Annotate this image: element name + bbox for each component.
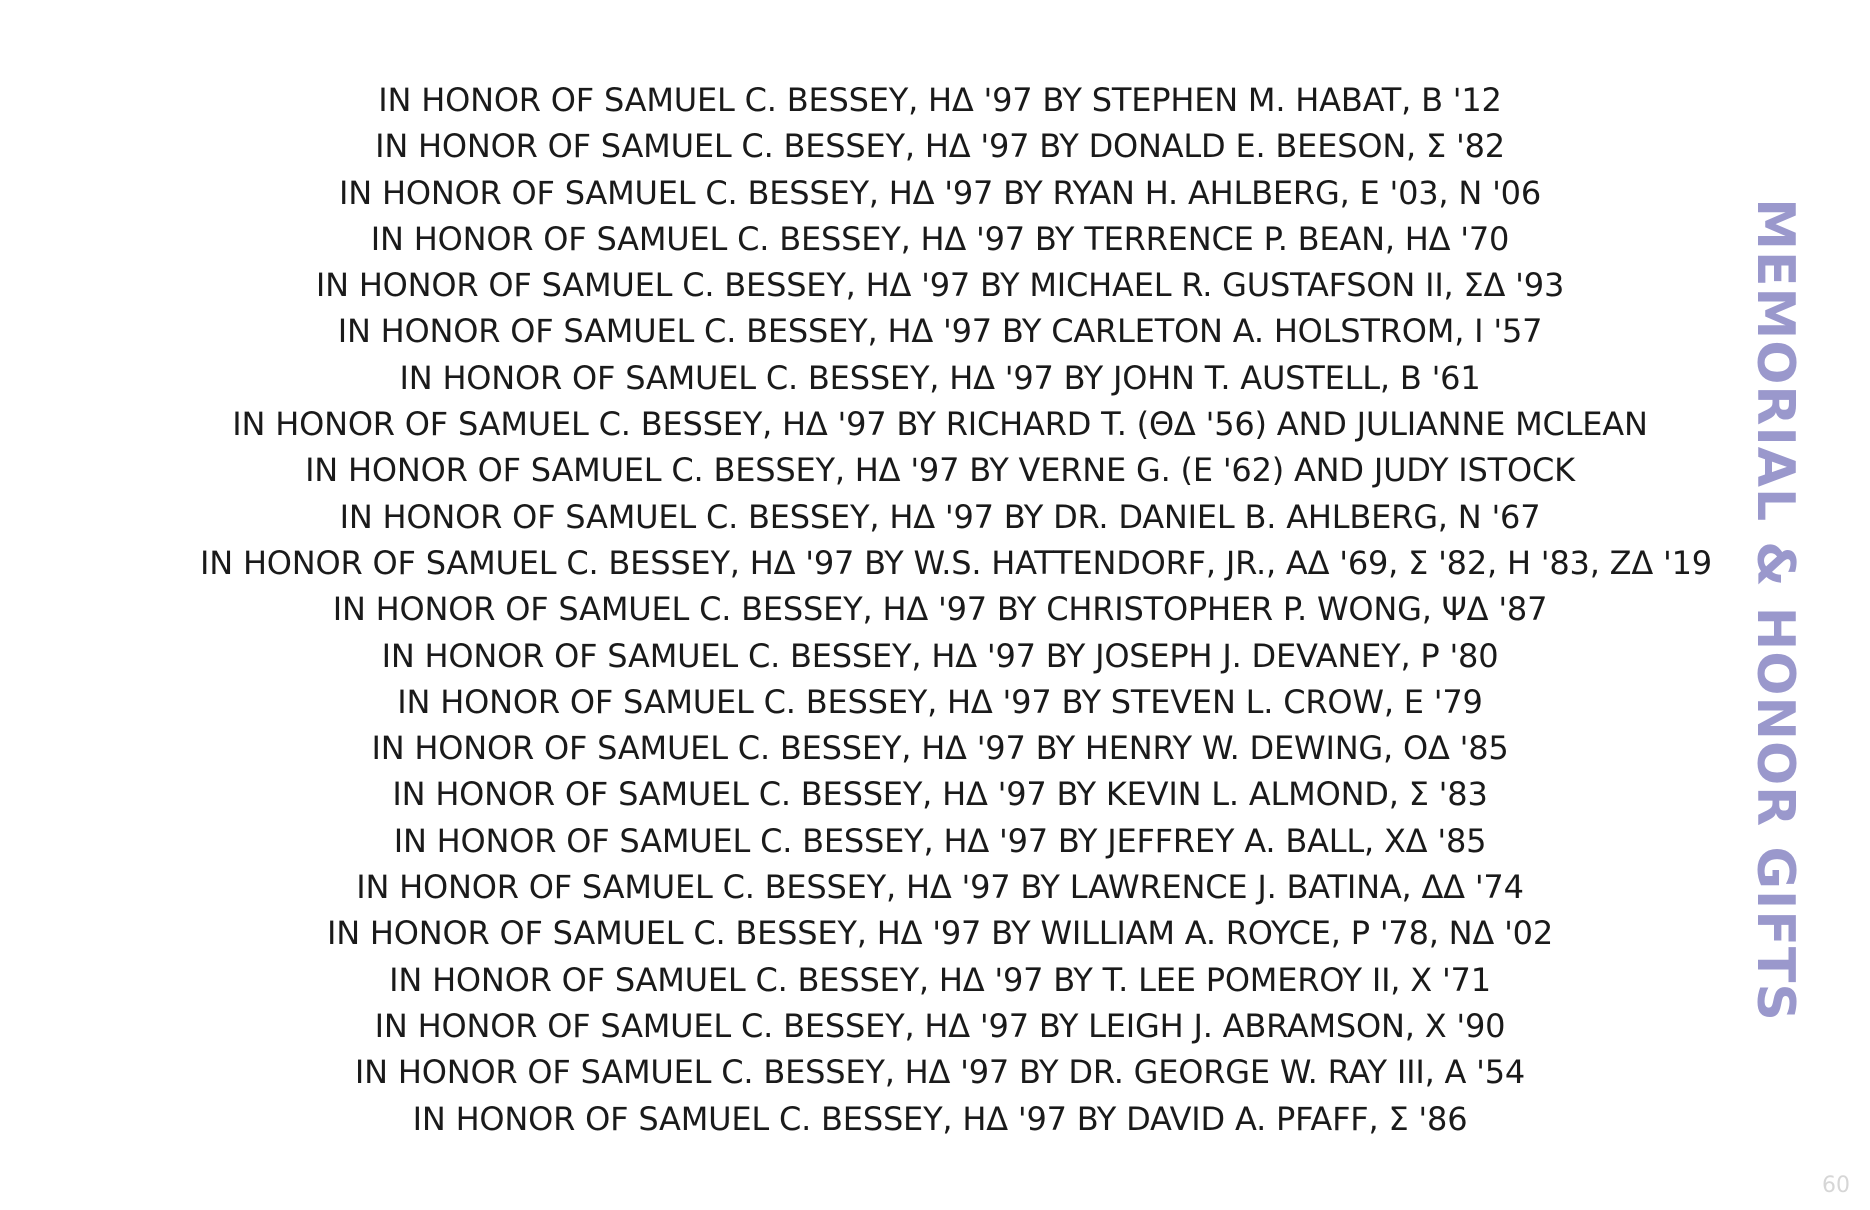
list-item: IN HONOR OF SAMUEL C. BESSEY, HΔ '97 BY DAVID A. PFAFF, Σ '86	[412, 1099, 1468, 1138]
section-title: MEMORIAL & HONOR GIFTS	[1745, 198, 1805, 1022]
list-item: IN HONOR OF SAMUEL C. BESSEY, HΔ '97 BY VERNE G. (E '62) AND JUDY ISTOCK	[305, 451, 1575, 490]
list-item: IN HONOR OF SAMUEL C. BESSEY, HΔ '97 BY DR. GEORGE W. RAY III, A '54	[354, 1053, 1526, 1092]
list-item: IN HONOR OF SAMUEL C. BESSEY, HΔ '97 BY LAWRENCE J. BATINA, ΔΔ '74	[356, 868, 1524, 907]
list-item: IN HONOR OF SAMUEL C. BESSEY, HΔ '97 BY CHRISTOPHER P. WONG, ΨΔ '87	[332, 590, 1548, 629]
list-item: IN HONOR OF SAMUEL C. BESSEY, HΔ '97 BY RYAN H. AHLBERG, E '03, N '06	[339, 173, 1541, 212]
list-item: IN HONOR OF SAMUEL C. BESSEY, HΔ '97 BY DR. DANIEL B. AHLBERG, N '67	[339, 497, 1541, 536]
list-item: IN HONOR OF SAMUEL C. BESSEY, HΔ '97 BY DONALD E. BEESON, Σ '82	[375, 127, 1505, 166]
list-item: IN HONOR OF SAMUEL C. BESSEY, HΔ '97 BY HENRY W. DEWING, OΔ '85	[371, 729, 1509, 768]
honor-gift-list	[200, 77, 1712, 1142]
list-item: IN HONOR OF SAMUEL C. BESSEY, HΔ '97 BY JEFFREY A. BALL, XΔ '85	[393, 821, 1487, 860]
list-item: IN HONOR OF SAMUEL C. BESSEY, HΔ '97 BY STEPHEN M. HABAT, B '12	[378, 81, 1502, 119]
list-item: IN HONOR OF SAMUEL C. BESSEY, HΔ '97 BY KEVIN L. ALMOND, Σ '83	[392, 775, 1488, 814]
list-item: IN HONOR OF SAMUEL C. BESSEY, HΔ '97 BY TERRENCE P. BEAN, HΔ '70	[370, 219, 1510, 258]
list-item: IN HONOR OF SAMUEL C. BESSEY, HΔ '97 BY RICHARD T. (ΘΔ '56) AND JULIANNE MCLEAN	[232, 405, 1648, 444]
list-item: IN HONOR OF SAMUEL C. BESSEY, HΔ '97 BY JOHN T. AUSTELL, B '61	[399, 358, 1481, 397]
list-item: IN HONOR OF SAMUEL C. BESSEY, HΔ '97 BY JOSEPH J. DEVANEY, P '80	[381, 636, 1499, 675]
list-item: IN HONOR OF SAMUEL C. BESSEY, HΔ '97 BY STEVEN L. CROW, E '79	[397, 682, 1483, 721]
list-item: IN HONOR OF SAMUEL C. BESSEY, HΔ '97 BY CARLETON A. HOLSTROM, I '57	[337, 312, 1543, 351]
list-item: IN HONOR OF SAMUEL C. BESSEY, HΔ '97 BY LEIGH J. ABRAMSON, X '90	[374, 1006, 1506, 1045]
list-item: IN HONOR OF SAMUEL C. BESSEY, HΔ '97 BY T. LEE POMEROY II, X '71	[389, 960, 1491, 999]
page-number: 60	[1822, 1173, 1850, 1198]
list-item: IN HONOR OF SAMUEL C. BESSEY, HΔ '97 BY W.S. HATTENDORF, JR., AΔ '69, Σ '82, H '83, ZΔ '19	[200, 543, 1712, 582]
list-item: IN HONOR OF SAMUEL C. BESSEY, HΔ '97 BY MICHAEL R. GUSTAFSON II, ΣΔ '93	[315, 266, 1565, 305]
list-item: IN HONOR OF SAMUEL C. BESSEY, HΔ '97 BY WILLIAM A. ROYCE, P '78, NΔ '02	[326, 914, 1553, 953]
